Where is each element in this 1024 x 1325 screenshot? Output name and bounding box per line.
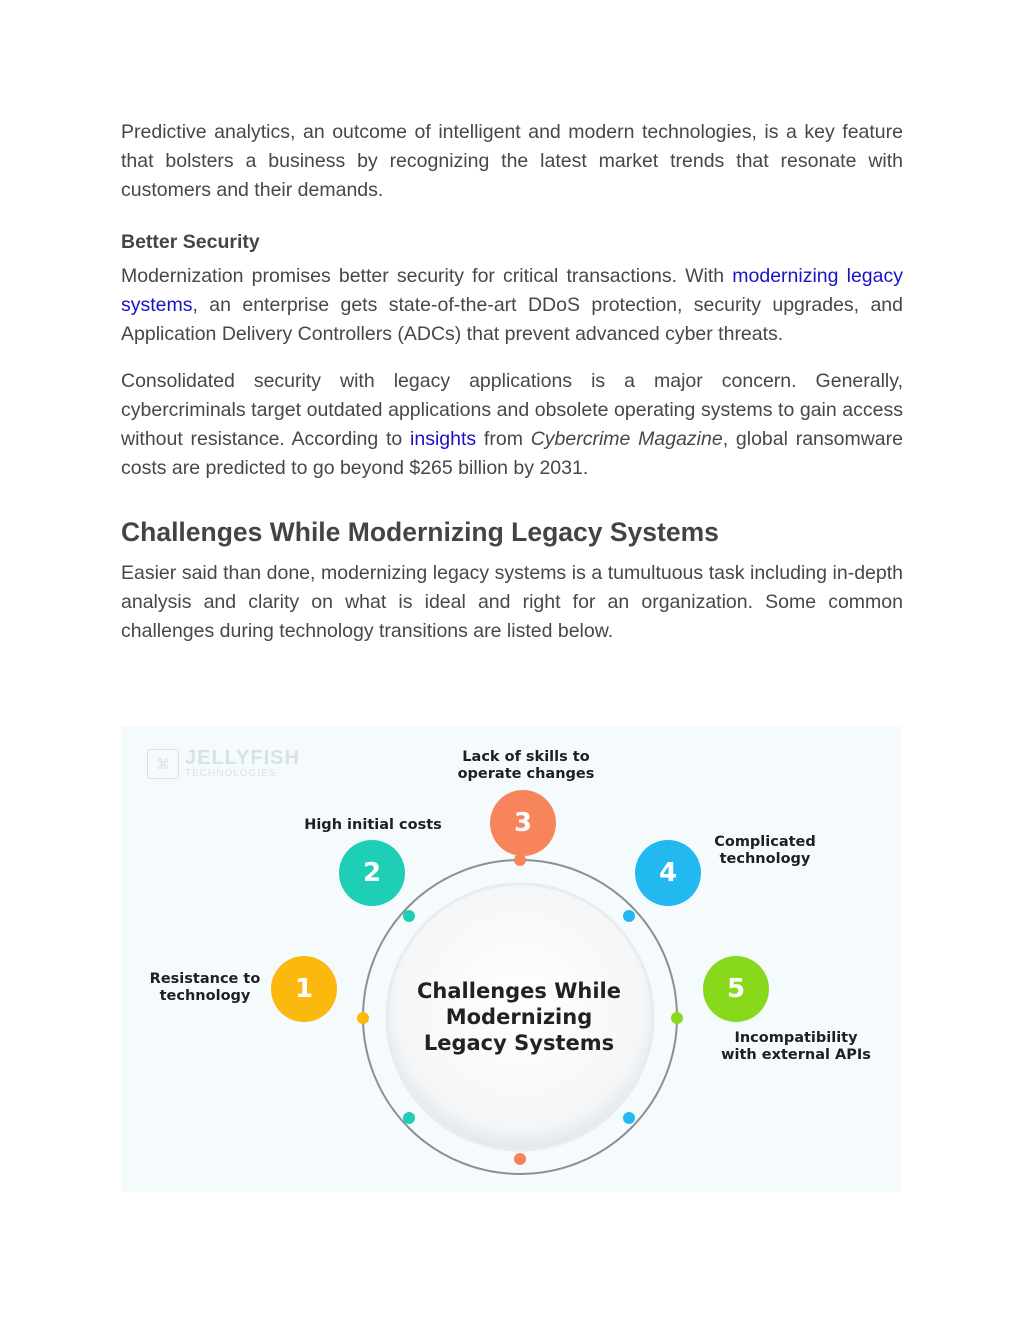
article-body	[121, 118, 903, 646]
security-p2-text-before: Consolidated security with legacy applications is a major concern. Generally, cybercriminals target outdated applications and obsolete operating systems to gain access without resistance. According to	[121, 370, 903, 450]
logo-line-2: TECHNOLOGIES	[185, 768, 277, 779]
challenge-4-label-line-2: technology	[719, 851, 811, 867]
challenge-3-label	[451, 749, 601, 783]
logo-mark-icon: ⌘	[147, 749, 179, 779]
challenge-1-number-badge: 1	[271, 956, 337, 1022]
challenge-5-number-badge: 5	[703, 956, 769, 1022]
challenge-1-label-line-1: Resistance to	[149, 971, 261, 987]
challenge-4-label-line-1: Complicated	[714, 834, 816, 850]
modernizing-legacy-systems-link[interactable]: modernizing legacy systems	[121, 265, 903, 316]
intro-paragraph: Predictive analytics, an outcome of intelligent and modern technologies, is a key feature that bolsters a business by recognizing the latest market trends that resonate with customers and their demands.	[121, 121, 903, 201]
security-p2-text-after: , global ransomware costs are predicted to go beyond $265 billion by 2031.	[121, 428, 903, 479]
ring-dot-upper-right	[623, 910, 635, 922]
security-p1-text-before: Modernization promises better security for critical transactions. With	[121, 265, 733, 287]
challenge-5-label	[715, 1030, 877, 1064]
challenge-2-number-badge: 2	[339, 840, 405, 906]
insights-link[interactable]: insights	[410, 428, 477, 450]
challenge-3-number-badge: 3	[490, 790, 556, 856]
challenge-5-label-line-2: with external APIs	[721, 1047, 871, 1063]
challenges-paragraph: Easier said than done, modernizing legacy systems is a tumultuous task including in-depth analysis and clarity on what is ideal and right for an organization. Some common challenges during technology transitions are listed below.	[121, 562, 903, 642]
challenge-1-label-line-2: technology	[159, 988, 251, 1004]
challenge-4-number-badge: 4	[635, 840, 701, 906]
ring-dot-bottom	[514, 1153, 526, 1165]
security-paragraph-2	[121, 367, 903, 483]
better-security-heading: Better Security	[121, 231, 260, 253]
ring-dot-lower-left	[403, 1112, 415, 1124]
ring-dot-lower-right	[623, 1112, 635, 1124]
logo-line-1: JELLYFISH	[185, 747, 300, 769]
challenge-3-label-line-2: operate changes	[457, 766, 595, 782]
ring-dot-left	[357, 1012, 369, 1024]
challenges-infographic	[121, 726, 901, 1192]
security-paragraph-1	[121, 262, 903, 349]
center-title-line-1: Challenges While	[417, 979, 621, 1003]
challenge-4-label	[701, 834, 829, 868]
ring-dot-right	[671, 1012, 683, 1024]
challenge-2-label-line-1: High initial costs	[304, 817, 442, 833]
security-p2-text-mid: from	[476, 428, 531, 450]
challenges-heading: Challenges While Modernizing Legacy Systems	[121, 517, 719, 547]
center-title-line-3: Legacy Systems	[423, 1031, 615, 1055]
challenge-2-label	[301, 817, 445, 834]
center-title	[395, 978, 643, 1056]
challenge-3-label-line-1: Lack of skills to	[462, 749, 590, 765]
ring-dot-upper-left	[403, 910, 415, 922]
security-p1-text-after: , an enterprise gets state-of-the-art DDoS protection, security upgrades, and Application Delivery Controllers (ADCs) that prevent advanced cyber threats.	[121, 294, 903, 345]
center-title-line-2: Modernizing	[445, 1005, 593, 1029]
challenge-5-label-line-1: Incompatibility	[734, 1030, 858, 1046]
challenge-1-label	[141, 971, 269, 1005]
cybercrime-magazine-title: Cybercrime Magazine	[530, 428, 723, 450]
jellyfish-logo	[147, 748, 300, 780]
